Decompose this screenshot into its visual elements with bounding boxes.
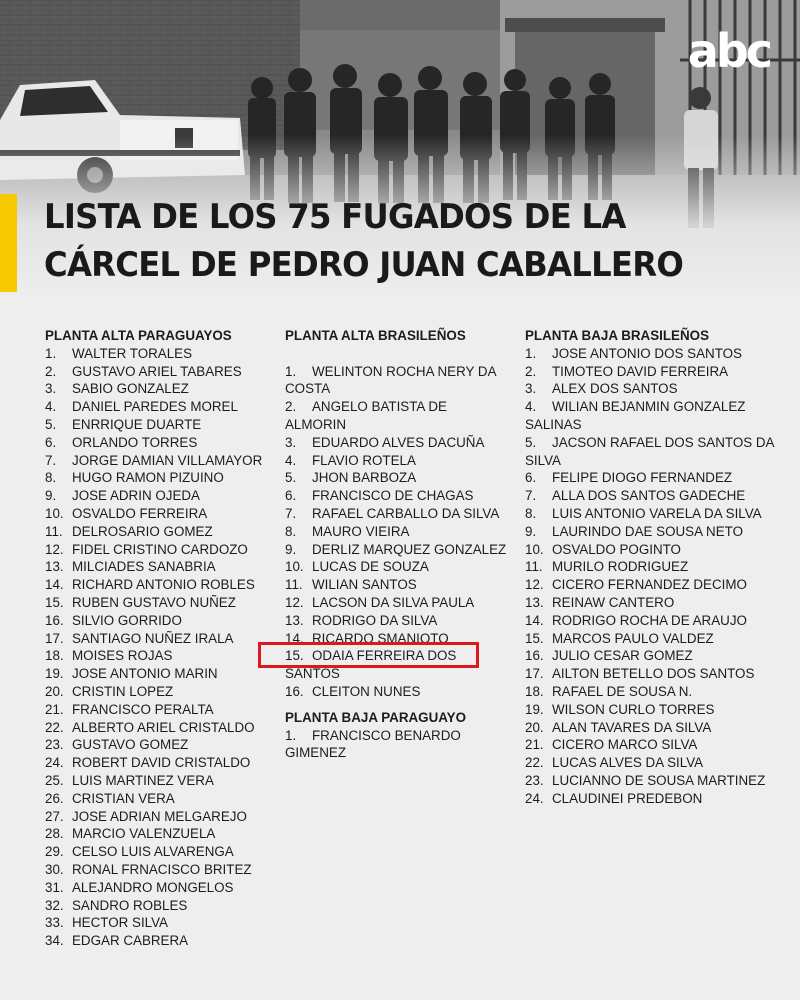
item-number: 5.: [525, 434, 537, 450]
item-number: 15.: [45, 594, 64, 610]
item-name: WALTER TORALES: [72, 345, 193, 361]
item-name: AILTON BETELLO DOS SANTOS: [552, 666, 755, 682]
item-number: 31.: [45, 879, 64, 895]
item-number: 12.: [525, 577, 544, 593]
item-name: WELINTON ROCHA NERY DA COSTA: [285, 363, 496, 397]
item-name: OSVALDO POGINTO: [552, 541, 681, 557]
item-number: 21.: [525, 737, 544, 753]
item-number: 10.: [525, 541, 544, 557]
item-name: RODRIGO DA SILVA: [312, 612, 438, 628]
list-item: [285, 576, 510, 594]
list-item: [45, 736, 275, 754]
item-number: 4.: [45, 399, 57, 415]
item-number: 16.: [45, 612, 64, 628]
item-name: RAFAEL CARBALLO DA SILVA: [312, 505, 500, 521]
list-item: [45, 861, 275, 879]
list-item: [525, 469, 775, 487]
list-item: [285, 594, 510, 612]
list-item: [45, 380, 275, 398]
item-number: 25.: [45, 772, 64, 788]
list-item: [45, 719, 275, 737]
item-number: 30.: [45, 861, 64, 877]
item-name: LAURINDO DAE SOUSA NETO: [552, 523, 743, 539]
list-item: [285, 505, 510, 523]
title-line-2: CÁRCEL DE PEDRO JUAN CABALLERO: [44, 245, 684, 285]
item-name: WILSON CURLO TORRES: [552, 701, 715, 717]
item-number: 3.: [45, 381, 57, 397]
list-item: [525, 523, 775, 541]
fugitive-list: [285, 727, 510, 763]
accent-bar: [0, 194, 17, 292]
list-item: [45, 825, 275, 843]
list-item: [45, 487, 275, 505]
list-item: [45, 843, 275, 861]
list-item: [525, 701, 775, 719]
list-item: [525, 541, 775, 559]
item-number: 8.: [285, 523, 297, 539]
item-name: LUCIANNO DE SOUSA MARTINEZ: [552, 772, 766, 788]
item-number: 2.: [285, 399, 297, 415]
item-name: CRISTIAN VERA: [72, 790, 175, 806]
list-item: [45, 630, 275, 648]
item-number: 15.: [525, 630, 544, 646]
item-number: 6.: [45, 434, 57, 450]
item-name: ALLA DOS SANTOS GADECHE: [552, 488, 746, 504]
item-name: MARCOS PAULO VALDEZ: [552, 630, 714, 646]
item-name: FRANCISCO DE CHAGAS: [312, 488, 474, 504]
item-number: 8.: [45, 470, 57, 486]
item-name: GUSTAVO GOMEZ: [72, 737, 189, 753]
list-item: [285, 452, 510, 470]
list-item: [525, 594, 775, 612]
item-number: 3.: [285, 434, 297, 450]
item-name: FELIPE DIOGO FERNANDEZ: [552, 470, 733, 486]
item-number: 5.: [45, 416, 57, 432]
item-number: 6.: [525, 470, 537, 486]
item-name: JOSE ANTONIO DOS SANTOS: [552, 345, 742, 361]
item-number: 16.: [525, 648, 544, 664]
item-name: WILIAN SANTOS: [312, 577, 417, 593]
list-item: [45, 932, 275, 950]
item-number: 19.: [45, 666, 64, 682]
item-number: 2.: [525, 363, 537, 379]
item-name: DANIEL PAREDES MOREL: [72, 399, 238, 415]
item-name: JOSE ANTONIO MARIN: [72, 666, 218, 682]
list-item: [525, 505, 775, 523]
list-item: [45, 398, 275, 416]
item-number: 13.: [45, 559, 64, 575]
item-name: DERLIZ MARQUEZ GONZALEZ: [312, 541, 507, 557]
item-name: ANGELO BATISTA DE ALMORIN: [285, 399, 447, 432]
item-name: ORLANDO TORRES: [72, 434, 198, 450]
list-item: [525, 363, 775, 381]
list-item: [285, 523, 510, 541]
item-name: RODRIGO ROCHA DE ARAUJO: [552, 612, 747, 628]
fugitive-list: [525, 345, 775, 808]
list-item: [45, 772, 275, 790]
item-number: 19.: [525, 701, 544, 717]
item-name: ALBERTO ARIEL CRISTALDO: [72, 719, 255, 735]
item-name: CLEITON NUNES: [312, 683, 421, 699]
item-number: 13.: [525, 594, 544, 610]
item-name: CICERO FERNANDEZ DECIMO: [552, 577, 747, 593]
item-number: 29.: [45, 844, 64, 860]
item-name: CICERO MARCO SILVA: [552, 737, 698, 753]
item-number: 11.: [285, 577, 303, 593]
list-item: [525, 719, 775, 737]
item-name: JOSE ADRIN OJEDA: [72, 488, 200, 504]
item-number: 24.: [525, 790, 544, 806]
item-number: 12.: [45, 541, 64, 557]
item-number: 17.: [45, 630, 64, 646]
item-number: 9.: [285, 541, 297, 557]
list-item: [45, 541, 275, 559]
list-item: [285, 487, 510, 505]
list-item: [285, 683, 510, 701]
section-title: PLANTA BAJA PARAGUAYO: [285, 709, 467, 725]
item-name: ROBERT DAVID CRISTALDO: [72, 755, 251, 771]
list-item: [45, 505, 275, 523]
list-item: [45, 576, 275, 594]
list-item: [45, 790, 275, 808]
item-name: LUIS MARTINEZ VERA: [72, 772, 214, 788]
list-item: [285, 398, 510, 434]
item-name: RICARDO SMANIOTO: [312, 630, 449, 646]
list-item: [45, 647, 275, 665]
item-number: 14.: [525, 612, 544, 628]
item-number: 13.: [285, 612, 304, 628]
fugitive-list: [45, 345, 275, 950]
item-name: SANTIAGO NUÑEZ IRALA: [72, 630, 234, 646]
item-name: DELROSARIO GOMEZ: [72, 523, 213, 539]
item-name: ODAIA FERREIRA DOS SANTOS: [285, 648, 457, 682]
list-item: [525, 772, 775, 790]
list-item: [45, 452, 275, 470]
abc-logo: abc: [687, 24, 770, 78]
list-item: [45, 914, 275, 932]
item-number: 4.: [525, 399, 537, 415]
title-line-1: LISTA DE LOS 75 FUGADOS DE LA: [44, 197, 626, 237]
list-item: [45, 345, 275, 363]
item-name: TIMOTEO DAVID FERREIRA: [552, 363, 729, 379]
item-number: 7.: [45, 452, 57, 468]
item-number: 14.: [285, 630, 304, 646]
item-name: CRISTIN LOPEZ: [72, 683, 174, 699]
list-item: [285, 469, 510, 487]
column-baja-brasilenos: [525, 327, 775, 808]
list-item: [45, 558, 275, 576]
item-name: LACSON DA SILVA PAULA: [312, 594, 475, 610]
item-name: ALEX DOS SANTOS: [552, 381, 678, 397]
list-item: [285, 727, 510, 763]
list-item: [525, 683, 775, 701]
list-item: [525, 558, 775, 576]
list-item: [45, 594, 275, 612]
item-number: 23.: [45, 737, 64, 753]
item-name: MILCIADES SANABRIA: [72, 559, 216, 575]
item-name: JOSE ADRIAN MELGAREJO: [72, 808, 247, 824]
list-item: [525, 630, 775, 648]
item-number: 20.: [525, 719, 544, 735]
list-item: [45, 808, 275, 826]
item-number: 6.: [285, 488, 297, 504]
item-name: RUBEN GUSTAVO NUÑEZ: [72, 594, 236, 610]
item-name: ENRRIQUE DUARTE: [72, 416, 202, 432]
item-number: 17.: [525, 666, 544, 682]
item-name: MURILO RODRIGUEZ: [552, 559, 689, 575]
item-number: 27.: [45, 808, 64, 824]
item-name: FRANCISCO PERALTA: [72, 701, 214, 717]
item-number: 22.: [525, 755, 544, 771]
item-name: GUSTAVO ARIEL TABARES: [72, 363, 242, 379]
item-number: 11.: [525, 559, 543, 575]
list-item: [525, 754, 775, 772]
item-name: JULIO CESAR GOMEZ: [552, 648, 693, 664]
list-item: [525, 380, 775, 398]
section-title: PLANTA ALTA PARAGUAYOS: [45, 328, 232, 343]
list-item: [45, 897, 275, 915]
item-number: 1.: [285, 363, 297, 379]
item-number: 23.: [525, 772, 544, 788]
item-number: 24.: [45, 755, 64, 771]
item-name: LUIS ANTONIO VARELA DA SILVA: [552, 505, 762, 521]
list-item: [525, 487, 775, 505]
item-number: 28.: [45, 826, 64, 842]
list-item: [45, 612, 275, 630]
item-number: 3.: [525, 381, 537, 397]
list-item: [45, 701, 275, 719]
list-item: [45, 879, 275, 897]
item-name: MAURO VIEIRA: [312, 523, 410, 539]
item-number: 21.: [45, 701, 64, 717]
section-title: PLANTA ALTA BRASILEÑOS: [285, 328, 466, 343]
item-number: 15.: [285, 648, 304, 664]
item-name: CELSO LUIS ALVARENGA: [72, 844, 234, 860]
item-name: CLAUDINEI PREDEBON: [552, 790, 703, 806]
list-item: [45, 523, 275, 541]
item-name: ALAN TAVARES DA SILVA: [552, 719, 712, 735]
item-number: 8.: [525, 505, 537, 521]
item-name: LUCAS DE SOUZA: [312, 559, 429, 575]
list-item: [525, 576, 775, 594]
item-number: 1.: [45, 345, 57, 361]
list-item: [525, 612, 775, 630]
list-item: [285, 541, 510, 559]
item-name: EDUARDO ALVES DACUÑA: [312, 434, 485, 450]
item-number: 5.: [285, 470, 297, 486]
item-number: 34.: [45, 933, 64, 949]
item-name: MOISES ROJAS: [72, 648, 173, 664]
item-number: 12.: [285, 594, 304, 610]
item-number: 18.: [525, 683, 544, 699]
list-item: [45, 416, 275, 434]
item-name: MARCIO VALENZUELA: [72, 826, 216, 842]
item-name: SANDRO ROBLES: [72, 897, 188, 913]
item-number: 9.: [45, 488, 57, 504]
item-name: EDGAR CABRERA: [72, 933, 189, 949]
item-name: SILVIO GORRIDO: [72, 612, 182, 628]
item-name: SABIO GONZALEZ: [72, 381, 189, 397]
item-number: 1.: [525, 345, 537, 361]
item-number: 11.: [45, 523, 63, 539]
list-item: [285, 434, 510, 452]
list-item: [525, 398, 775, 434]
item-number: 33.: [45, 915, 64, 931]
item-name: REINAW CANTERO: [552, 594, 675, 610]
list-item: [525, 665, 775, 683]
item-number: 9.: [525, 523, 537, 539]
item-name: RICHARD ANTONIO ROBLES: [72, 577, 255, 593]
list-item: [45, 434, 275, 452]
item-number: 18.: [45, 648, 64, 664]
item-number: 1.: [285, 727, 297, 743]
list-item: [525, 647, 775, 665]
page-title: [44, 193, 747, 289]
column-alta-paraguayos: [45, 327, 275, 950]
item-name: RAFAEL DE SOUSA N.: [552, 683, 693, 699]
item-name: HECTOR SILVA: [72, 915, 168, 931]
item-name: LUCAS ALVES DA SILVA: [552, 755, 704, 771]
list-item: [45, 665, 275, 683]
list-item: [45, 754, 275, 772]
item-name: JORGE DAMIAN VILLAMAYOR: [72, 452, 263, 468]
item-name: JHON BARBOZA: [312, 470, 417, 486]
item-name: FRANCISCO BENARDO GIMENEZ: [285, 727, 461, 761]
item-number: 10.: [45, 505, 64, 521]
section-title: PLANTA BAJA BRASILEÑOS: [525, 328, 710, 343]
item-number: 26.: [45, 790, 64, 806]
item-name: OSVALDO FERREIRA: [72, 505, 208, 521]
item-number: 14.: [45, 577, 64, 593]
item-number: 7.: [285, 505, 297, 521]
item-name: FLAVIO ROTELA: [312, 452, 416, 468]
item-name: FIDEL CRISTINO CARDOZO: [72, 541, 248, 557]
item-number: 2.: [45, 363, 57, 379]
item-number: 7.: [525, 488, 537, 504]
item-number: 10.: [285, 559, 304, 575]
spacer: [285, 345, 510, 363]
list-item: [285, 363, 510, 399]
item-name: RONAL FRNACISCO BRITEZ: [72, 861, 252, 877]
list-item: [285, 558, 510, 576]
list-item: [285, 612, 510, 630]
list-item: [525, 345, 775, 363]
item-number: 16.: [285, 683, 304, 699]
item-name: ALEJANDRO MONGELOS: [72, 879, 234, 895]
list-item: [45, 469, 275, 487]
list-item: [45, 363, 275, 381]
list-item: [525, 434, 775, 470]
item-number: 32.: [45, 897, 64, 913]
item-name: WILIAN BEJANMIN GONZALEZ SALINAS: [525, 399, 746, 432]
item-name: HUGO RAMON PIZUINO: [72, 470, 224, 486]
list-item: [45, 683, 275, 701]
item-name: JACSON RAFAEL DOS SANTOS DA SILVA: [525, 434, 774, 468]
column-alta-brasilenos: [285, 327, 510, 762]
highlight-box: [258, 642, 479, 668]
item-number: 20.: [45, 683, 64, 699]
item-number: 22.: [45, 719, 64, 735]
item-number: 4.: [285, 452, 297, 468]
list-item: [525, 736, 775, 754]
list-item: [525, 790, 775, 808]
spacer: [285, 701, 510, 709]
